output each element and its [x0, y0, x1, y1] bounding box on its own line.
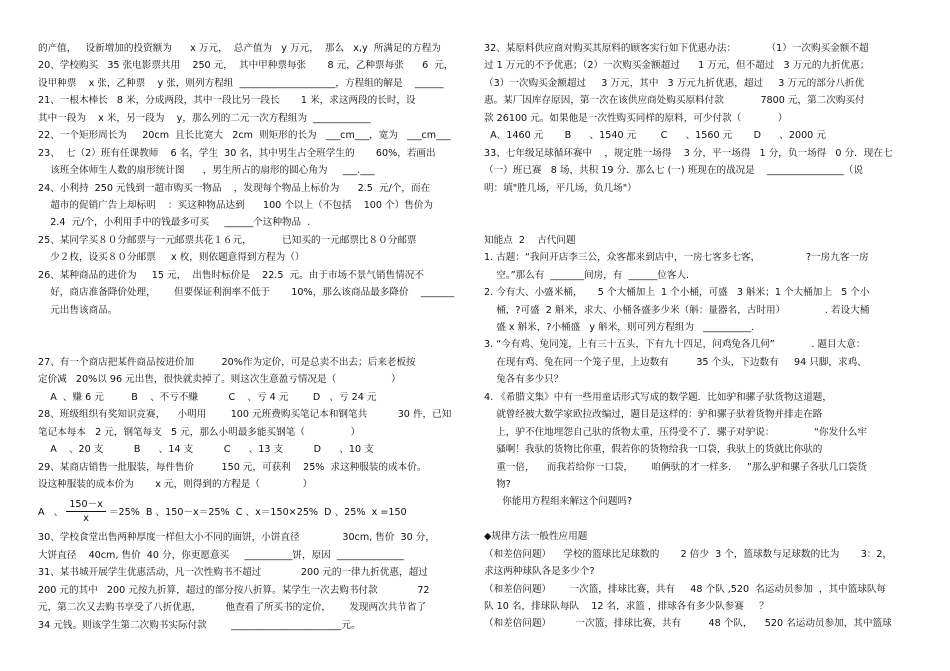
- q29-options: [38, 493, 468, 529]
- text-line: 31、某书城开展学生优惠活动，凡一次性购书不超过 200 元的一律九折优惠，超过: [38, 567, 428, 579]
- text-line: 队 10 名，排球队每队 12 名，求篮 ，排球各有多少队参赛 ？: [484, 601, 769, 612]
- right-column: [484, 40, 912, 633]
- fraction-numerator: 150－x: [66, 498, 106, 512]
- text-line: 笔记本每本 2 元，钢笔每支 5 元，那么小明最多能买钢笔（ ）: [38, 426, 361, 438]
- text-line: 28、班级组织有奖知识竞赛， 小明用 100 元班费购买笔记本和钢笔共 30 件，已知: [38, 409, 452, 421]
- text-line: 在现有鸡、兔在同一个笼子里，上边数有 35 个头，下边数有 94 只脚，求鸡、: [484, 356, 867, 368]
- text-line: 元出售该商品。: [38, 304, 118, 316]
- text-line: （3）一次购买金额超过 3 万元，其中 3 万元九折优惠，超过 3 万元的部分八折优: [484, 77, 865, 89]
- text-line: 21、一根木棒长 8 米，分成两段，其中一段比另一段长 1 米，求这两段的长时，设: [38, 95, 416, 107]
- text-line: （和差倍问题） 一次篮，排球比赛，共有 48 个队， 520 名运动员参加，其中篮球: [484, 618, 892, 630]
- text-line: 求这两种球队各是多少个?: [484, 566, 595, 578]
- text-line: 2. 今有大、小盛米桶， 5 个大桶加上 1 个小桶，可盛 3 斛米；1 个大桶加上 5 个小: [484, 287, 870, 299]
- text-line: 兔各有多少只？: [484, 374, 564, 386]
- text-line: 30、学校食堂出售两种厚度一样但大小不同的面饼，小饼直径 30cm, 售价 30 分，: [38, 532, 435, 544]
- text-line: 34 元钱。则该学生第二次购书实际付款 _______________________元。: [38, 619, 361, 631]
- text-line: 2.4 元/个，小利用手中的钱最多可买 ______个这种物品 .: [38, 217, 311, 229]
- text-line: 25、某同学买８０分邮票与一元邮票共花１６元， 已知买的一元邮票比８０分邮票: [38, 234, 417, 246]
- text-line: ◆规律方法一般性应用题: [484, 531, 588, 543]
- right-block-q32-q33: [484, 40, 912, 197]
- text-line: 3. “今有鸡、兔同笼，上有三十五头，下有九十四足，问鸡兔各几何” . 题目大意：: [484, 339, 866, 351]
- text-line: 你能用方程组来解这个问题吗?: [484, 496, 633, 508]
- text-line: 知能点 2 古代问题: [484, 234, 576, 246]
- text-line: 22、一个矩形周长为 20cm 且长比宽大 2cm 则矩形的长为 ___cm___，宽为 ___cm___: [38, 130, 451, 142]
- text-line: 4. 《希腊文集》中有一些用童话形式写成的数学题．比如驴和骡子驮货物这道题，: [484, 391, 832, 403]
- text-line: 32、某原料供应商对购买其原料的顾客实行如下优惠办法： （1）一次购买金额不超: [484, 43, 869, 54]
- text-line: （和差倍问题） 学校的篮球比足球数的 2 倍少 3 个，篮球数与足球数的比为 3：2，: [484, 548, 893, 560]
- text-line: 200 元的其中 200 元按九折算，超过的部分按八折算。某学生一次去购书付款 72: [38, 584, 430, 596]
- text-line: 少２枚，设买８０分邮票 x 枚，则依题意得到方程为（）: [38, 252, 305, 264]
- text-line: （和差倍问题） 一次篮，排球比赛，共有 48 个队 ,520 名运动员参加 ，其中篮球队每: [484, 583, 887, 595]
- text-line: 24、小利持 250 元钱到一超市购买一物品 ，发现每个物品上标价为 2.5 元/个，而在: [38, 182, 431, 194]
- text-line: A 、20 支 B 、14 支 C 、13 支 D 、10 支: [38, 444, 374, 456]
- text-line: 好，商店准备降价处理， 但要保证利润率不低于 10%，那么该商品最多降价 _______: [38, 287, 455, 299]
- left-block-q27-q29: [38, 354, 468, 494]
- text-line: 20、学校购买 35 张电影票共用 250 元， 其中甲种票每张 8 元，乙种票每张 6 元，: [38, 60, 454, 72]
- text-line: （一）班已赛 8 场，共积 19 分．那么七 (一) 班现在的战况是 ________________（说: [484, 165, 863, 177]
- text-line: 的产值， 设新增加的投资额为 x 万元， 总产值为 y 万元， 那么 x,y 所满足的方程为: [38, 43, 441, 54]
- text-line: 空。”那么有 _______间房，有 ______位客人.: [484, 269, 690, 281]
- fraction-denominator: x: [83, 512, 89, 524]
- text-line: 26、某种商品的进价为 15 元， 出售时标价是 22.5 元。由于市场不景气销售情况不: [38, 269, 424, 281]
- text-line: 桶，?可盛 2 斛米，求大、小桶各盛多少米（斛：量器名，古时用） . 若设大桶: [484, 304, 870, 316]
- text-line: 惠。某厂因库存原因，第一次在该供应商处购买原料付款 7800 元，第二次购买付: [484, 95, 865, 107]
- left-block-q30-q31: [38, 529, 468, 634]
- text-line: 该班全体师生人数的扇形统计图 ，男生所占的扇形的圆心角为 ___.___: [38, 165, 375, 177]
- right-block-ancient-problems: [484, 232, 912, 511]
- text-line: 元，第二次又去购书享受了八折优惠， 他查看了所买书的定价， 发现两次共节省了: [38, 602, 427, 614]
- text-line: 上，驴不住地埋怨自己驮的货物太重，压得受不了．骡子对驴说： “你发什么牢: [484, 426, 867, 438]
- text-line: 大饼直径 40cm, 售价 40 分，你更愿意买 __________饼，原因 ______________: [38, 549, 405, 561]
- text-line: 33、七年级足球循环赛中 ，规定胜一场得 3 分，平一场得 1 分，负一场得 0 分．现在七: [484, 147, 893, 159]
- text-line: 设甲种票 x 张，乙种票 y 张，则列方程组 ____________________，方程组的解是 ______: [38, 77, 444, 89]
- text-line: 27、有一个商店把某件商品按进价加 20%作为定价，可是总卖不出去；后来老板按: [38, 356, 416, 368]
- text-line: 盛 x 斛米，?小桶盛 y 斛米，则可列方程组为 __________.: [484, 322, 755, 333]
- left-block-q19-q26: [38, 40, 468, 319]
- q29-options-rest: ＝25% B 、150－x＝25% C 、x＝150×25% D 、25% x =150: [108, 507, 407, 519]
- text-line: A 、赚 6 元 B 、不亏不赚 C 、亏 4 元 D 、亏 24 元: [38, 391, 377, 403]
- text-line: 设这种服装的成本价为 x 元，则得到的方程是（ ）: [38, 478, 313, 490]
- text-line: 骚啊！我驮的货物比你重，假若你的货物给我一口袋，我驮上的货就比你驮的: [484, 444, 823, 456]
- text-line: A、1460 元 B 、1540 元 C 、1560 元 D 、2000 元: [484, 130, 826, 142]
- text-line: 款 26100 元。如果他是一次性购买同样的原料，可少付款（ ）: [484, 112, 788, 124]
- text-line: 23、 七（2）班有任课教师 6 名，学生 30 名，其中男生占全班学生的 60%，若画出: [38, 147, 436, 159]
- text-line: 明：填"胜几场，平几场，负几场"）: [484, 182, 637, 194]
- q29-option-a-fraction: [66, 498, 106, 525]
- text-line: 其中一段为 x 米，另一段为 y，那么列的二元一次方程组为 ____________: [38, 112, 371, 124]
- text-line: 物?: [484, 478, 511, 490]
- text-line: 超市的促销广告上却标明 ：买这种物品达到 100 个以上（不包括 100 个）售价为: [38, 199, 434, 211]
- text-line: 重一倍， 而我若给你一口袋， 咱俩驮的才一样多． ”那么驴和骡子各驮几口袋货: [484, 461, 867, 473]
- right-block-general-word-problems: [484, 528, 912, 633]
- text-line: 29、某商店销售一批服装，每件售价 150 元，可获利 25% 求这种服装的成本价。: [38, 461, 427, 473]
- text-line: 过 1 万元的不予优惠；（2）一次购买金额超过 1 万元，但不超过 3 万元的九折优惠；: [484, 60, 870, 72]
- left-column: [38, 40, 468, 634]
- q29-option-a-prefix: A 、: [38, 507, 64, 519]
- text-line: 定价减 20%以 96 元出售，很快就卖掉了。则这次生意盈亏情况是（ ）: [38, 374, 401, 386]
- text-line: 就曾经被大数学家欧拉改编过，题目是这样的：驴和骡子驮着货物并排走在路: [484, 409, 823, 421]
- text-line: 1. 古题：“我问开店李三公，众客都来到店中，一房七客多七客， ?一房九客一房: [484, 252, 869, 264]
